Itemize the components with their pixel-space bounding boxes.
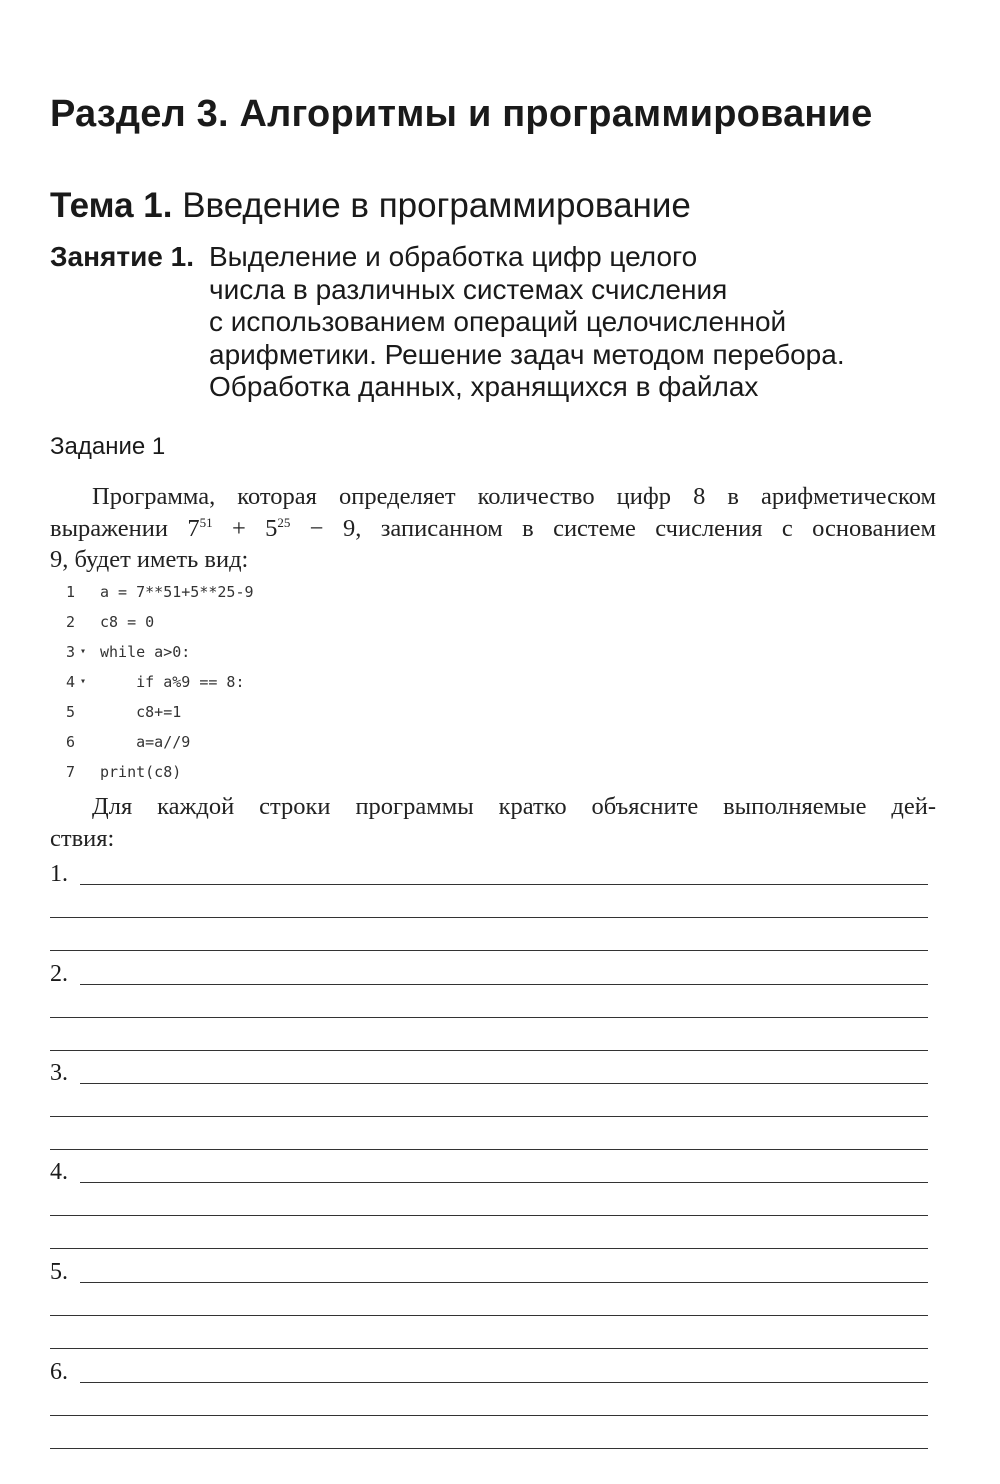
code-text: c8 = 0 [100, 613, 155, 631]
answer-line[interactable] [50, 1448, 928, 1449]
answer-number: 2. [50, 961, 68, 987]
code-line [66, 607, 254, 637]
answer-line[interactable] [80, 984, 928, 985]
code-text: a=a//9 [100, 733, 191, 751]
code-line [66, 697, 254, 727]
fold-arrow-icon: ▾ [80, 646, 87, 657]
code-text: print(c8) [100, 763, 182, 781]
line-number: 6 [66, 733, 76, 751]
lesson-line: Обработка данных, хранящихся в файлах [209, 371, 759, 402]
code-line [66, 577, 254, 607]
topic-label: Тема 1. [50, 186, 173, 225]
answer-line[interactable] [50, 1149, 928, 1150]
task-line2-prefix: выражении 7 [50, 514, 200, 542]
section-title: Раздел 3. Алгоритмы и программирование [50, 93, 873, 135]
task-line: Программа, которая определяет количество цифр 8 в арифметическом [92, 483, 936, 510]
answer-line[interactable] [50, 1315, 928, 1316]
answer-line[interactable] [80, 1083, 928, 1084]
line-number: 4 [66, 673, 76, 691]
topic-title [50, 186, 691, 226]
task-title: Задание 1 [50, 433, 166, 460]
code-text: a = 7**51+5**25-9 [100, 583, 254, 601]
answer-line[interactable] [50, 1116, 928, 1117]
line-number: 1 [66, 583, 76, 601]
answer-line[interactable] [50, 1348, 928, 1349]
answer-number: 1. [50, 861, 68, 887]
task-line [50, 513, 936, 545]
line-number: 7 [66, 763, 76, 781]
lesson-line: арифметики. Решение задач методом перебора. [209, 338, 845, 370]
code-text: while a>0: [100, 643, 191, 661]
answer-line[interactable] [50, 1248, 928, 1249]
code-line [66, 727, 254, 757]
line-number: 3 [66, 643, 76, 661]
code-listing [66, 577, 254, 787]
answer-number: 5. [50, 1259, 68, 1285]
task-line2-suffix: − 9, записанном в системе счисления с основанием [290, 514, 936, 542]
fold-arrow-icon: ▾ [80, 676, 87, 687]
lesson-line: с использованием операций целочисленной [209, 306, 787, 337]
answer-line[interactable] [50, 1415, 928, 1416]
exponent: 51 [199, 514, 213, 530]
instruction-line: ствия: [50, 824, 115, 852]
answer-line[interactable] [80, 1382, 928, 1383]
answer-line[interactable] [80, 1182, 928, 1183]
instruction-line: Для каждой строки программы кратко объясните выполняемые дей- [92, 793, 936, 820]
lesson-label: Занятие 1. [50, 241, 194, 272]
answer-line[interactable] [80, 884, 928, 885]
lesson-line: Выделение и обработка цифр целого [209, 241, 698, 272]
code-line [66, 667, 254, 697]
answer-number: 3. [50, 1060, 68, 1086]
line-number: 5 [66, 703, 76, 721]
exponent: 25 [277, 514, 291, 530]
code-text: c8+=1 [100, 703, 182, 721]
code-line [66, 637, 254, 667]
lesson-line: числа в различных системах счисления [209, 273, 728, 305]
topic-text: Введение в программирование [182, 186, 691, 225]
answer-line[interactable] [50, 950, 928, 951]
task-text [50, 481, 936, 576]
answer-line[interactable] [50, 1017, 928, 1018]
answer-line[interactable] [50, 917, 928, 918]
answer-line[interactable] [50, 1050, 928, 1051]
instruction-text [50, 791, 936, 854]
answer-line[interactable] [50, 1215, 928, 1216]
task-plus: + 5 [212, 514, 278, 542]
code-line [66, 757, 254, 787]
task-line: 9, будет иметь вид: [50, 546, 249, 573]
line-number: 2 [66, 613, 76, 631]
answer-number: 6. [50, 1359, 68, 1385]
answer-number: 4. [50, 1159, 68, 1185]
code-text: if a%9 == 8: [100, 673, 245, 691]
answer-line[interactable] [80, 1282, 928, 1283]
